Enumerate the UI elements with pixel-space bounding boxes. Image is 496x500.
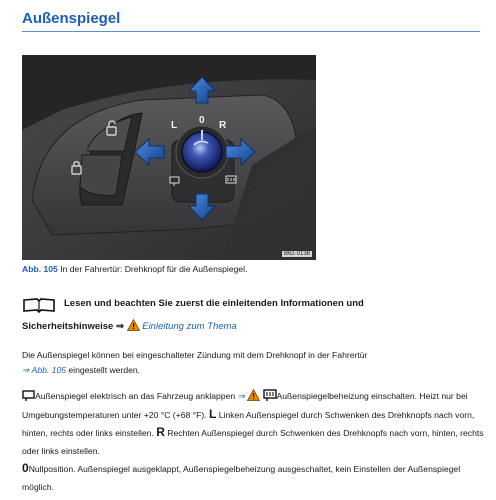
- book-icon: [22, 297, 56, 313]
- intro-suffix: eingestellt werden.: [66, 365, 141, 375]
- figure-ref-arrow: ⇒: [22, 365, 30, 375]
- warning-icon: [247, 389, 260, 401]
- knob-positions-paragraph: [22, 388, 484, 496]
- left-mirror-symbol: L: [208, 406, 217, 421]
- knob-label-right: R: [219, 120, 227, 131]
- left-text: Linken Außenspiegel durch Schwenken des Drehknopfs nach vorn, hinten, rechts oder links einstellen.: [22, 409, 475, 438]
- door-knob-figure: [22, 55, 316, 260]
- heat-text: Außenspiegelbeheizung einschalten. Heizt nur bei Umgebungstemperaturen unter +20 °C (+68 °F).: [22, 391, 468, 420]
- figure-code: B62-0138: [283, 251, 310, 257]
- warning-icon: [127, 319, 140, 331]
- fold-arrow: ⇒: [237, 391, 245, 401]
- zero-position-symbol: 0: [22, 461, 29, 475]
- caption-text: In der Fahrertür: Drehknopf für die Außenspiegel.: [57, 264, 248, 274]
- safety-arrow: ⇒: [113, 321, 124, 332]
- intro-topic-link[interactable]: Einleitung zum Thema: [142, 321, 237, 332]
- fold-text: Außenspiegel elektrisch an das Fahrzeug anklappen: [35, 391, 238, 401]
- page-title: Außenspiegel: [22, 10, 121, 27]
- fold-mirror-symbol-icon: [22, 390, 35, 401]
- zero-text: Nullposition. Außenspiegel ausgeklappt, Außenspiegelbeheizung ausgeschaltet, kein Einstellen der Außenspiegel möglich.: [22, 464, 461, 492]
- caption-label: Abb. 105: [22, 264, 58, 274]
- safety-notice-heading: Sicherheitshinweise: [22, 321, 114, 332]
- right-text: Rechten Außenspiegel durch Schwenken des Drehknopfs nach vorn, hinten, rechts oder links einstellen.: [22, 428, 484, 456]
- title-divider: [22, 31, 480, 32]
- mirror-heating-symbol-icon: [263, 389, 277, 401]
- knob-label-zero: 0: [199, 115, 205, 126]
- knob-label-left: L: [171, 120, 178, 131]
- door-panel-illustration: [22, 55, 316, 260]
- right-mirror-symbol: R: [156, 425, 165, 439]
- intro-paragraph: [22, 348, 482, 378]
- safety-notice-line1: Lesen und beachten Sie zuerst die einleitenden Informationen und: [64, 298, 364, 309]
- safety-notice-line2: [22, 319, 237, 332]
- figure-caption: [22, 264, 247, 274]
- intro-text: Die Außenspiegel können bei eingeschalteter Zündung mit dem Drehknopf in der Fahrertür: [22, 350, 368, 360]
- figure-ref-link[interactable]: Abb. 105: [31, 365, 66, 375]
